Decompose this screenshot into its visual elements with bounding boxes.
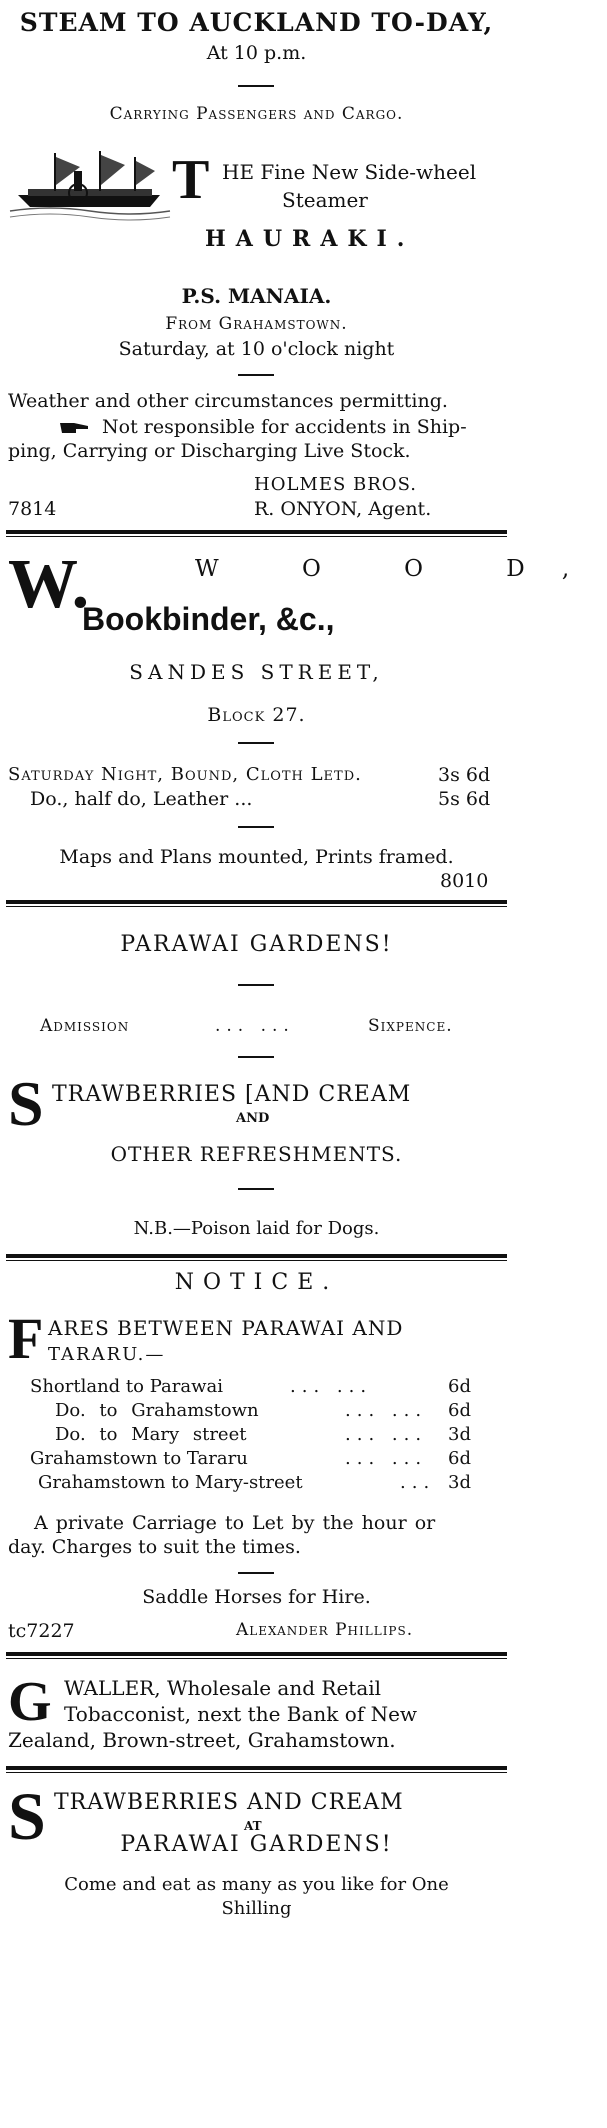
drop-cap-t: T <box>172 149 210 211</box>
section-rule <box>6 1254 507 1258</box>
fare-dots: ... <box>400 1472 436 1493</box>
drop-cap-s: S <box>8 1778 46 1854</box>
divider-dash <box>238 1188 274 1190</box>
divider-dash <box>238 984 274 986</box>
divider-dash <box>238 1056 274 1058</box>
steamer-line: Steamer <box>282 188 368 212</box>
notice-heading: NOTICE. <box>174 1270 339 1295</box>
responsibility-line-2: ping, Carrying or Discharging Live Stock. <box>8 440 411 462</box>
gardens-line: PARAWAI GARDENS! <box>120 1832 393 1857</box>
when-line: Saturday, at 10 o'clock night <box>118 338 395 360</box>
section-rule <box>6 1766 507 1770</box>
holmes-bros: HOLMES BROS. <box>254 474 417 495</box>
maps-line: Maps and Plans mounted, Prints framed. <box>59 846 454 868</box>
saddle-line: Saddle Horses for Hire. <box>142 1586 371 1608</box>
fare-amount: 6d <box>448 1448 471 1469</box>
carriage-line-1: A private Carriage to Let by the hour or <box>34 1512 436 1534</box>
fare-route: Do. to Mary street <box>55 1424 247 1445</box>
from-line: From Grahamstown. <box>165 314 348 334</box>
divider-dash <box>238 826 274 828</box>
fare-route: Do. to Grahamstown <box>55 1400 259 1421</box>
fare-amount: 3d <box>448 1472 471 1493</box>
carrying-line: Carrying Passengers and Cargo. <box>109 104 404 124</box>
vessel-name: HAURAKI. <box>205 226 415 252</box>
come-line-2: Shilling <box>221 1898 292 1919</box>
section-rule <box>6 1260 507 1261</box>
fare-dots: ... ... <box>345 1424 428 1445</box>
fare-dots: ... ... <box>290 1376 373 1397</box>
section-rule <box>6 1658 507 1659</box>
wood-name: W O O D, <box>195 556 607 582</box>
price-row-2: Do., half do, Leather ... <box>30 788 253 810</box>
divider-dash <box>238 85 274 87</box>
ad1-reference: 7814 <box>8 498 57 520</box>
steam-heading: STEAM TO AUCKLAND TO-DAY, <box>19 8 494 37</box>
fare-amount: 6d <box>448 1376 471 1397</box>
bookbinder-title: Bookbinder, &c., <box>82 601 335 637</box>
waller-line-2: Tobacconist, next the Bank of New <box>64 1702 418 1726</box>
price-2: 5s 6d <box>438 788 491 810</box>
departure-time: At 10 p.m. <box>206 42 307 64</box>
fare-route: Grahamstown to Mary-street <box>38 1472 303 1493</box>
fare-dots: ... ... <box>345 1400 428 1421</box>
drop-cap-f: F <box>8 1306 44 1371</box>
fare-route: Shortland to Parawai <box>30 1376 223 1397</box>
street-line: SANDES STREET, <box>129 660 384 684</box>
drop-cap-g: G <box>8 1671 52 1733</box>
divider-dash <box>238 1572 274 1574</box>
fare-dots: ... ... <box>345 1448 428 1469</box>
strawberries-line: TRAWBERRIES AND CREAM <box>54 1790 404 1815</box>
fares-line-2: TARARU.— <box>48 1344 166 1365</box>
section-rule <box>6 906 507 907</box>
at-line: AT <box>244 1819 262 1833</box>
ad4-reference: tc7227 <box>8 1620 75 1642</box>
agent-line: R. ONYON, Agent. <box>254 498 432 520</box>
strawberries-line: TRAWBERRIES [AND CREAM <box>52 1082 412 1107</box>
section-rule <box>6 900 507 904</box>
price-row-1: Saturday Night, Bound, Cloth Letd. <box>8 764 362 785</box>
come-line-1: Come and eat as many as you like for One <box>64 1874 449 1895</box>
and-line: AND <box>236 1111 270 1126</box>
section-rule <box>6 1772 507 1773</box>
fares-line-1: ARES BETWEEN PARAWAI AND <box>48 1316 404 1340</box>
section-rule <box>6 530 507 534</box>
fare-amount: 3d <box>448 1424 471 1445</box>
weather-line: Weather and other circumstances permitting. <box>8 390 448 412</box>
admission-label: Admission <box>40 1016 130 1036</box>
responsibility-line-1: Not responsible for accidents in Ship- <box>102 416 467 438</box>
waller-line-3: Zealand, Brown-street, Grahamstown. <box>8 1728 396 1752</box>
proprietor-name: Alexander Phillips. <box>236 1620 414 1640</box>
fare-amount: 6d <box>448 1400 471 1421</box>
price-1: 3s 6d <box>438 764 491 786</box>
admission-dots: ... ... <box>215 1016 295 1036</box>
refreshments-line: OTHER REFRESHMENTS. <box>110 1142 403 1166</box>
admission-price: Sixpence. <box>368 1016 453 1036</box>
waller-line-1: WALLER, Wholesale and Retail <box>64 1676 382 1700</box>
manaia-line: P.S. MANAIA. <box>181 284 332 308</box>
block-line: Block 27. <box>207 704 306 726</box>
gardens-title: PARAWAI GARDENS! <box>120 932 393 957</box>
section-rule <box>6 536 507 537</box>
drop-cap-w: W. <box>8 546 90 623</box>
section-rule <box>6 1652 507 1656</box>
divider-dash <box>238 374 274 376</box>
drop-cap-s: S <box>8 1068 44 1139</box>
nb-line: N.B.—Poison laid for Dogs. <box>133 1218 380 1239</box>
steamship-icon <box>10 145 170 220</box>
ad2-reference: 8010 <box>440 870 489 892</box>
fine-new-line: HE Fine New Side-wheel <box>222 160 477 184</box>
carriage-line-2: day. Charges to suit the times. <box>8 1536 301 1558</box>
pointing-hand-icon <box>58 418 92 436</box>
divider-dash <box>238 742 274 744</box>
fare-route: Grahamstown to Tararu <box>30 1448 248 1469</box>
